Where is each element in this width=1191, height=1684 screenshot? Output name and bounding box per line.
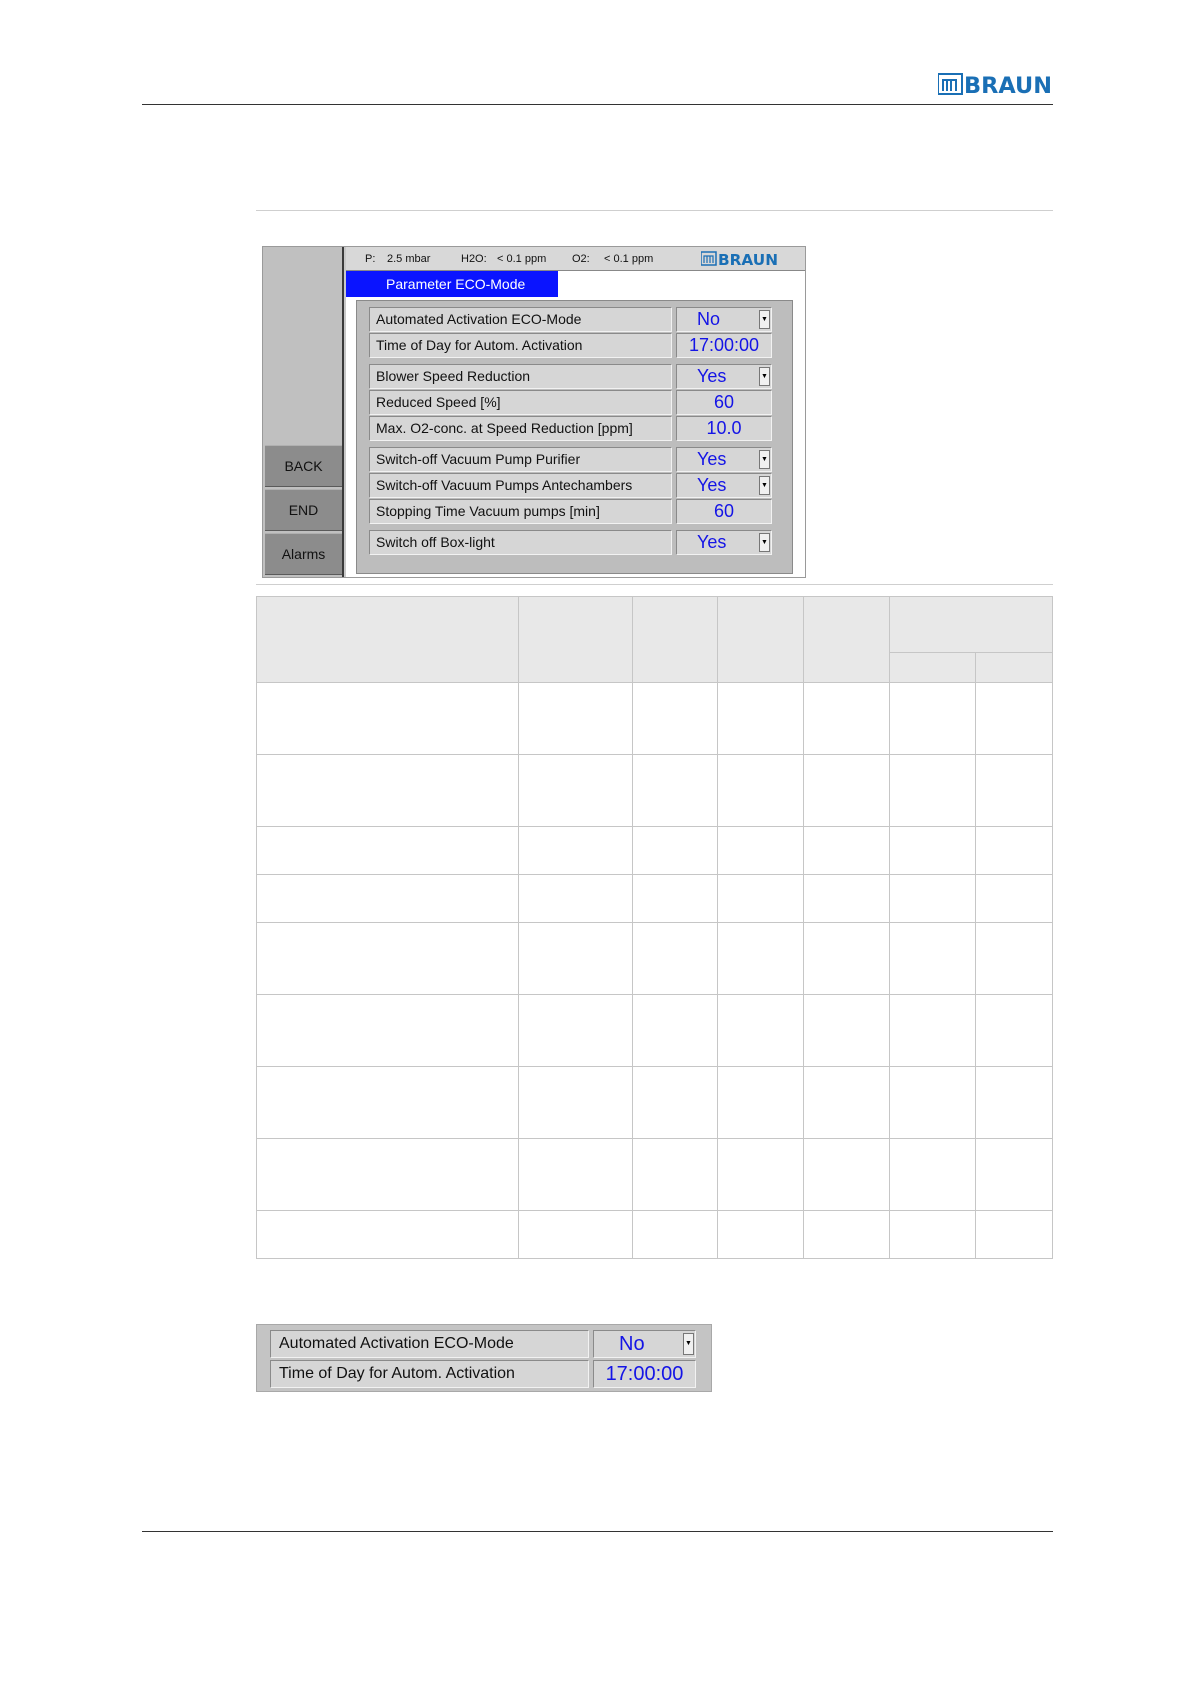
param-label: Automated Activation ECO-Mode xyxy=(369,307,672,332)
vacuum-pump-purifier-select[interactable]: Yes ▼ xyxy=(676,447,772,472)
reduced-speed-input[interactable]: 60 xyxy=(676,390,772,415)
o2-label: O2: xyxy=(572,253,590,265)
param-label: Stopping Time Vacuum pumps [min] xyxy=(369,499,672,524)
table-row xyxy=(257,923,1053,995)
table-subheader-cell xyxy=(890,653,976,683)
h2o-value: < 0.1 ppm xyxy=(497,253,547,265)
parameter-area xyxy=(346,297,805,577)
table-row xyxy=(257,1139,1053,1211)
table-subheader-cell xyxy=(976,653,1053,683)
parameter-group xyxy=(356,300,793,574)
svg-text:BRAUN: BRAUN xyxy=(964,74,1052,96)
param-label: Switch-off Vacuum Pumps Antechambers xyxy=(369,473,672,498)
side-button-bar xyxy=(263,247,344,577)
figure-rule xyxy=(256,584,1053,585)
activation-time-input[interactable]: 17:00:00 xyxy=(676,333,772,358)
svg-text:BRAUN: BRAUN xyxy=(718,251,778,267)
automated-activation-select[interactable]: No ▼ xyxy=(593,1330,696,1358)
table-row xyxy=(257,995,1053,1067)
max-o2-input[interactable]: 10.0 xyxy=(676,416,772,441)
section-rule xyxy=(256,210,1053,211)
table-header-cell xyxy=(518,597,632,683)
stopping-time-input[interactable]: 60 xyxy=(676,499,772,524)
box-light-select[interactable]: Yes ▼ xyxy=(676,530,772,555)
table-row xyxy=(257,1211,1053,1259)
param-label: Switch-off Vacuum Pump Purifier xyxy=(369,447,672,472)
param-label: Automated Activation ECO-Mode xyxy=(270,1330,589,1358)
eco-mode-detail xyxy=(256,1324,712,1392)
status-bar xyxy=(346,247,805,271)
param-label: Time of Day for Autom. Activation xyxy=(270,1360,589,1388)
param-label: Blower Speed Reduction xyxy=(369,364,672,389)
table-row xyxy=(257,875,1053,923)
table-header-cell xyxy=(804,597,890,683)
table-row xyxy=(257,1067,1053,1139)
mbraun-mini-logo xyxy=(701,250,779,267)
table-header-cell xyxy=(890,597,1053,653)
param-label: Time of Day for Autom. Activation xyxy=(369,333,672,358)
end-button[interactable]: END xyxy=(265,489,342,531)
alarms-button[interactable]: Alarms xyxy=(265,533,342,575)
table-header-cell xyxy=(632,597,718,683)
automated-activation-select[interactable]: No ▼ xyxy=(676,307,772,332)
dropdown-arrow-icon[interactable]: ▼ xyxy=(759,450,770,469)
pressure-label: P: xyxy=(365,253,376,265)
eco-mode-screen xyxy=(262,246,806,578)
footer-rule xyxy=(142,1531,1053,1532)
screen-title: Parameter ECO-Mode xyxy=(346,271,558,297)
back-button[interactable]: BACK xyxy=(265,445,342,487)
title-bar-filler xyxy=(558,271,805,297)
blower-speed-reduction-select[interactable]: Yes ▼ xyxy=(676,364,772,389)
activation-time-input[interactable]: 17:00:00 xyxy=(593,1360,696,1388)
header-rule xyxy=(142,104,1053,105)
h2o-label: H2O: xyxy=(461,253,487,265)
dropdown-arrow-icon[interactable]: ▼ xyxy=(683,1333,694,1355)
table-row xyxy=(257,755,1053,827)
table-header-cell xyxy=(257,597,519,683)
dropdown-arrow-icon[interactable]: ▼ xyxy=(759,367,770,386)
o2-value: < 0.1 ppm xyxy=(604,253,654,265)
param-label: Reduced Speed [%] xyxy=(369,390,672,415)
dropdown-arrow-icon[interactable]: ▼ xyxy=(759,533,770,552)
table-row xyxy=(257,827,1053,875)
pressure-value: 2.5 mbar xyxy=(387,253,431,265)
dropdown-arrow-icon[interactable]: ▼ xyxy=(759,310,770,329)
vacuum-pumps-antechambers-select[interactable]: Yes ▼ xyxy=(676,473,772,498)
table-header-cell xyxy=(718,597,804,683)
table-row xyxy=(257,683,1053,755)
dropdown-arrow-icon[interactable]: ▼ xyxy=(759,476,770,495)
parameter-table xyxy=(256,596,1053,1259)
mbraun-logo xyxy=(938,72,1053,96)
param-label: Max. O2-conc. at Speed Reduction [ppm] xyxy=(369,416,672,441)
param-label: Switch off Box-light xyxy=(369,530,672,555)
